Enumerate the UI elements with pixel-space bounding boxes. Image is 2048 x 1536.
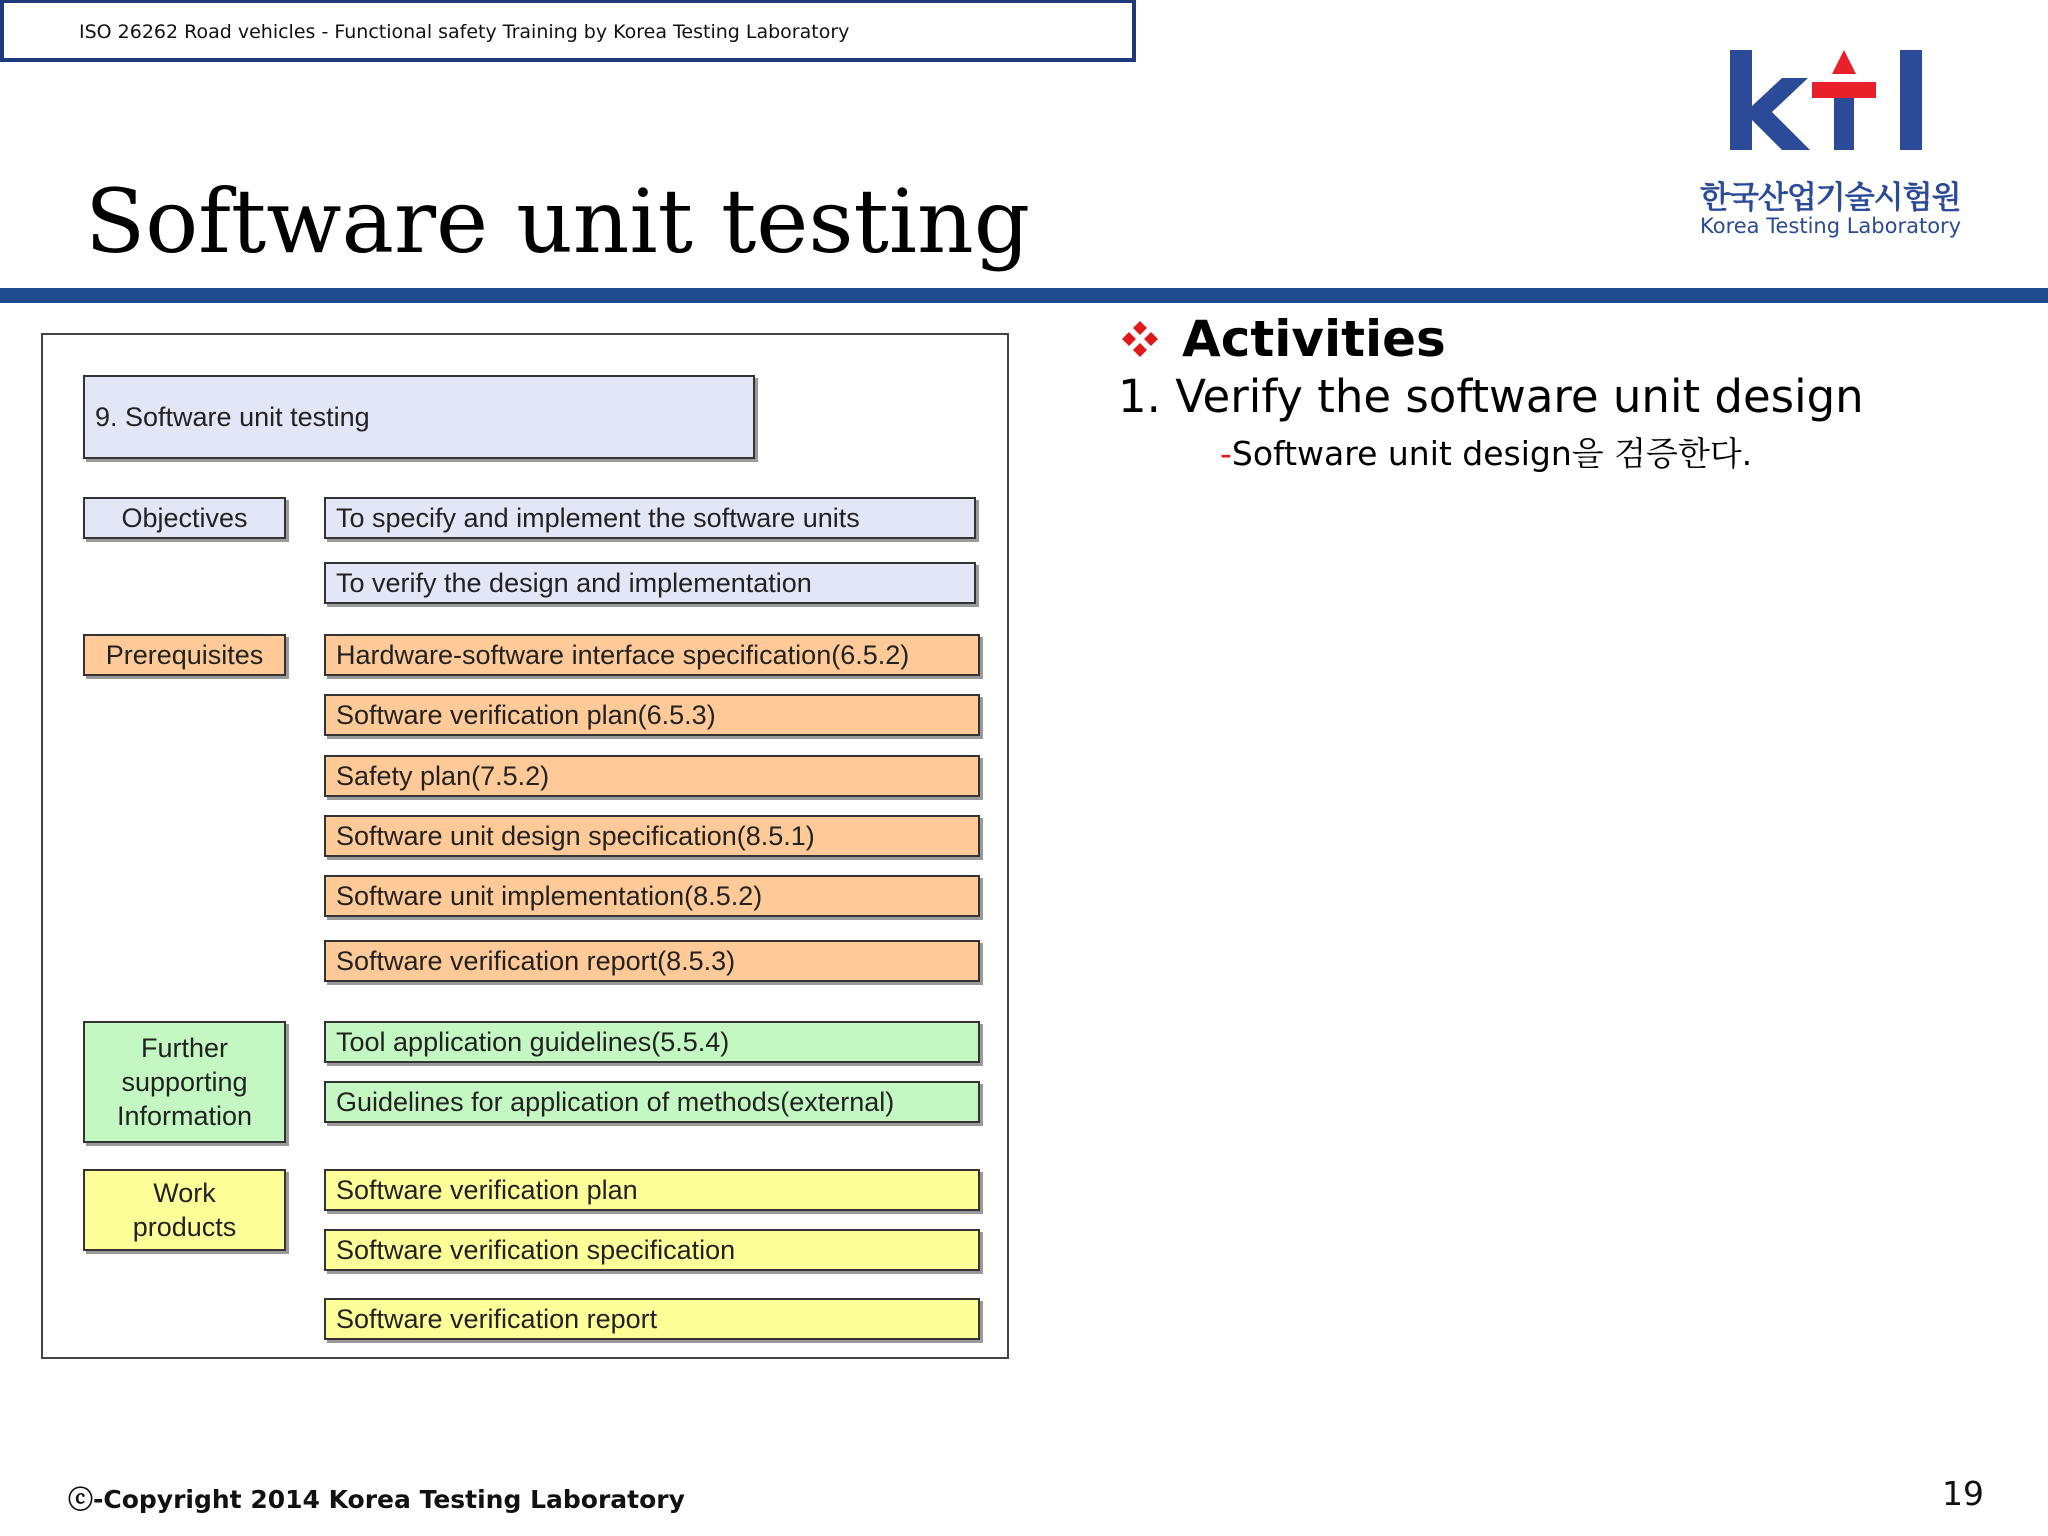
work-products-label: Work products	[83, 1169, 286, 1251]
process-diagram	[41, 333, 1009, 1359]
prerequisite-item: Software verification plan(6.5.3)	[324, 694, 980, 736]
phase-title-box: 9. Software unit testing	[83, 375, 755, 459]
slide-title: Software unit testing	[85, 170, 1031, 273]
title-divider	[0, 288, 2048, 303]
prerequisite-item: Hardware-software interface specification(6.5.2)	[324, 634, 980, 676]
work-product-item: Software verification plan	[324, 1169, 980, 1211]
page-number: 19	[1942, 1474, 1984, 1513]
prerequisite-item: Software unit implementation(8.5.2)	[324, 875, 980, 917]
copyright-text: ⓒ-Copyright 2014 Korea Testing Laboratory	[68, 1485, 685, 1514]
activity-item: 1. Verify the software unit design	[1118, 370, 1864, 423]
activities-heading-text: Activities	[1182, 310, 1446, 368]
activity-subitem	[1220, 428, 1752, 475]
work-product-item: Software verification specification	[324, 1229, 980, 1271]
activities-heading	[1120, 310, 1446, 368]
further-info-label: Further supporting Information	[83, 1021, 286, 1143]
diamond-bullet-icon	[1120, 319, 1160, 359]
prerequisites-label: Prerequisites	[83, 634, 286, 676]
activity-sub-text: Software unit design을 검증한다.	[1231, 434, 1753, 473]
prerequisite-item: Software unit design specification(8.5.1)	[324, 815, 980, 857]
activity-sub-dash: -	[1220, 434, 1232, 473]
prerequisite-item: Safety plan(7.5.2)	[324, 755, 980, 797]
course-title: ISO 26262 Road vehicles - Functional safety Training by Korea Testing Laboratory	[79, 21, 850, 43]
work-product-item: Software verification report	[324, 1298, 980, 1340]
objectives-label: Objectives	[83, 497, 286, 539]
objective-item: To verify the design and implementation	[324, 562, 976, 604]
header-bar	[0, 0, 1136, 62]
logo-english-name: Korea Testing Laboratory	[1700, 214, 1962, 238]
further-info-item: Guidelines for application of methods(external)	[324, 1081, 980, 1123]
further-info-item: Tool application guidelines(5.5.4)	[324, 1021, 980, 1063]
ktl-wordmark-graphic	[1730, 50, 1922, 150]
logo-korean-name: 한국산업기술시험원	[1700, 180, 1961, 216]
objective-item: To specify and implement the software units	[324, 497, 976, 539]
prerequisite-item: Software verification report(8.5.3)	[324, 940, 980, 982]
